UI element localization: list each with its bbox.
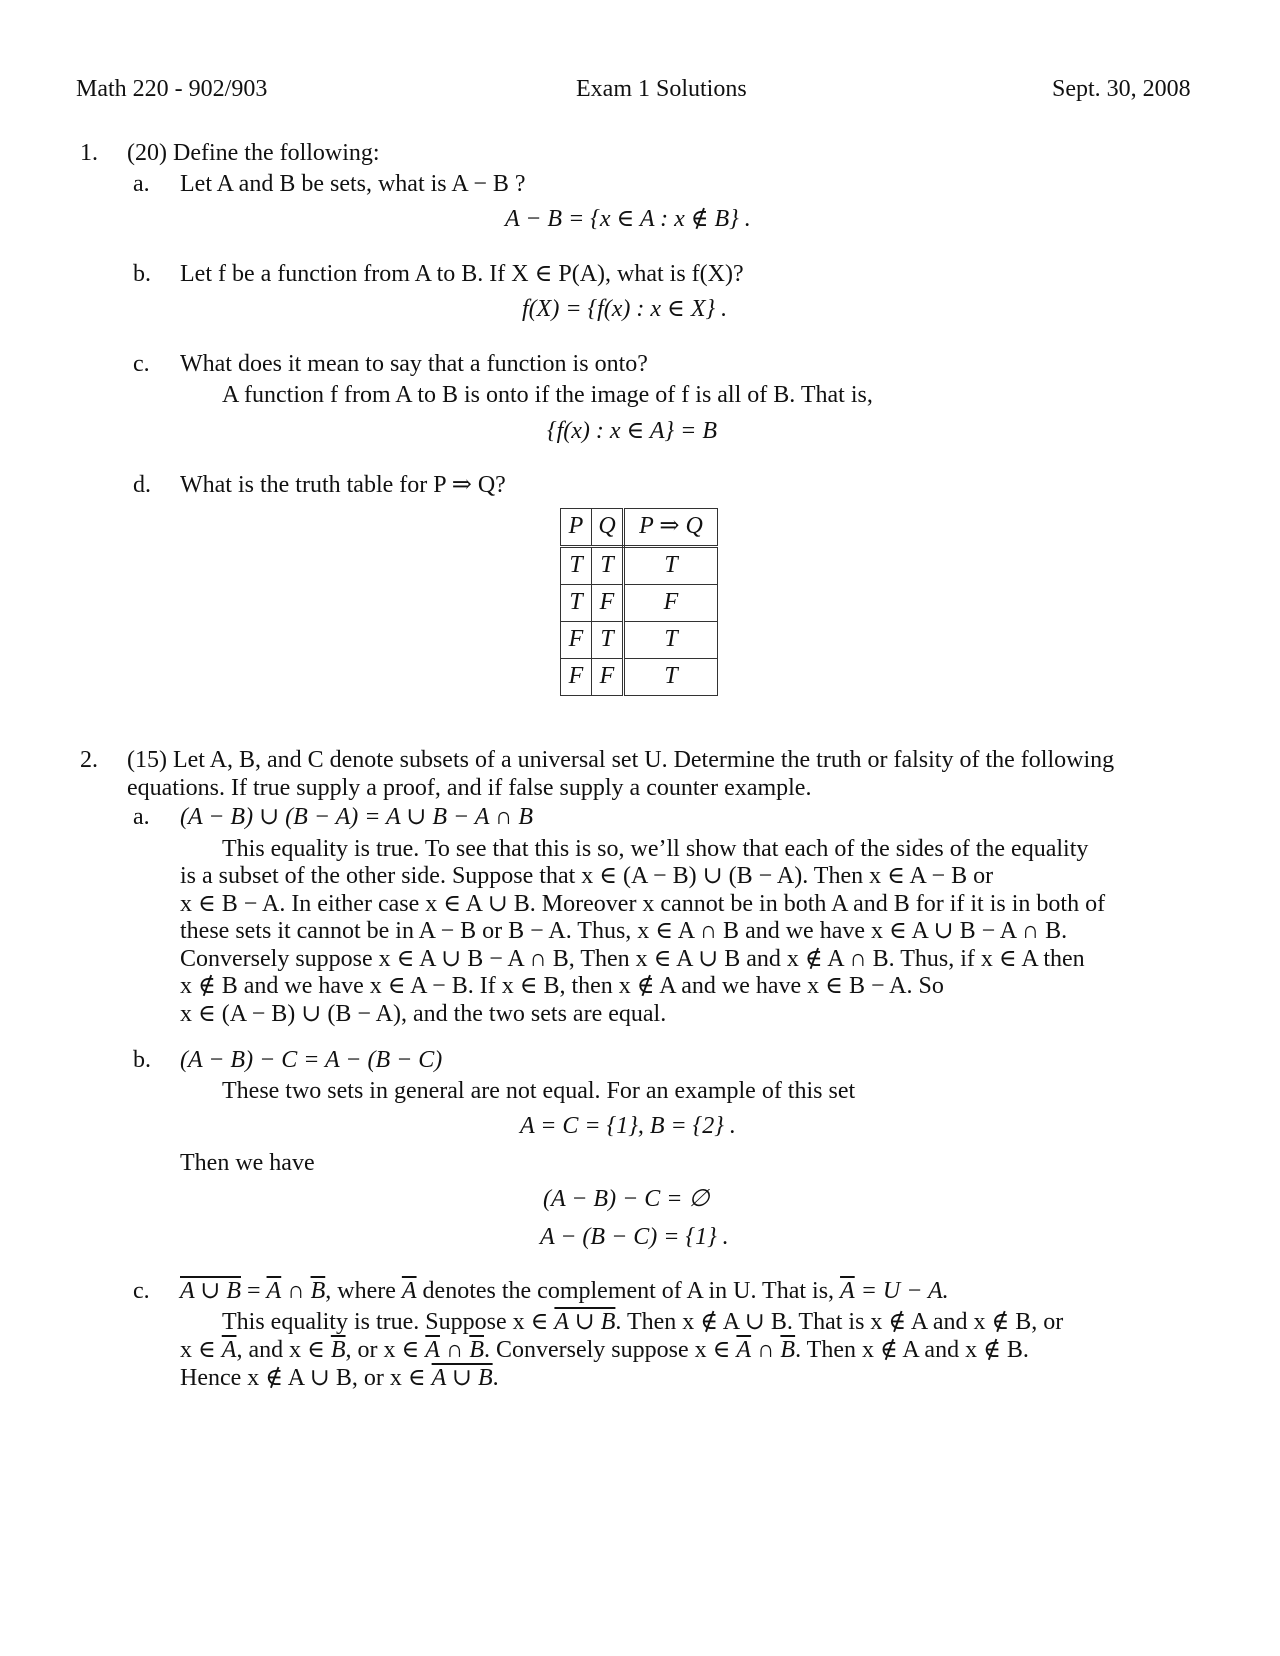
cap-symbol: ∩ (445, 1337, 464, 1363)
truth-table-row (561, 622, 718, 659)
line3-start: Hence x ∉ A ∪ B, or x ∈ (180, 1365, 426, 1391)
problem1c-answer-line1: A function f from A to B is onto if the image of f is all of B. That is, (222, 382, 873, 408)
truth-table-row (561, 585, 718, 622)
line1-mid: . Then x ∉ A ∪ B. That is x ∉ A and x ∉ B, or (615, 1309, 1064, 1335)
problem1b-question: Let f be a function from A to B. If X ∈ P(A), what is f(X)? (180, 261, 744, 287)
problem2b-label: b. (133, 1047, 151, 1073)
truth-table-cell: T (592, 547, 624, 585)
problem2c-line3 (180, 1365, 499, 1393)
complement-b: $\overline{B}$ (310, 1278, 326, 1304)
complement-a: $\overline{A}$ (425, 1337, 440, 1363)
problem1b-label: b. (133, 261, 151, 287)
problem2b-example: A = C = {1}, B = {2} . (520, 1113, 736, 1139)
truth-table-cell: T (561, 585, 592, 622)
equation-tail: , where (325, 1278, 396, 1304)
problem1d-label: d. (133, 472, 151, 498)
complement-a: $\overline{A}$ (401, 1278, 417, 1304)
line2-start: x ∈ (180, 1337, 216, 1363)
problem2-intro-line2: equations. If true supply a proof, and if false supply a counter example. (127, 775, 812, 801)
period: . (492, 1365, 499, 1391)
problem2-number: 2. (80, 747, 98, 773)
line2-a: , and x ∈ (236, 1337, 325, 1363)
truth-table-cell: F (561, 622, 592, 659)
header-title: Exam 1 Solutions (576, 76, 747, 102)
problem1d-question: What is the truth table for P ⇒ Q? (180, 472, 506, 498)
problem2c-label: c. (133, 1278, 150, 1304)
complement-a-union-b: A ∪ B (180, 1278, 241, 1304)
line1-start: This equality is true. Suppose x ∈ (222, 1309, 549, 1335)
problem2b-line1: These two sets in general are not equal. For an example of this set (222, 1078, 856, 1104)
problem1c-label: c. (133, 351, 150, 377)
problem1c-question: What does it mean to say that a function is onto? (180, 351, 648, 377)
equation-mid: denotes the complement of A in U. That is, (422, 1278, 835, 1304)
truth-table-cell: F (561, 659, 592, 696)
complement-b: $\overline{B}$ (780, 1337, 796, 1363)
truth-table-header (561, 509, 718, 547)
problem2c-line2 (180, 1337, 1029, 1365)
problem2a-line: x ∉ B and we have x ∈ A − B. If x ∈ B, then x ∉ A and we have x ∈ B − A. So (180, 973, 944, 999)
complement-b: $\overline{B}$ (330, 1337, 346, 1363)
problem1-intro: (20) Define the following: (127, 140, 380, 166)
truth-table-header-cell: Q (592, 509, 624, 547)
problem2b-result1: (A − B) − C = ∅ (543, 1186, 710, 1212)
truth-table-cell: T (624, 659, 718, 696)
truth-table-cell: T (561, 547, 592, 585)
complement-b: $\overline{B}$ (469, 1337, 484, 1363)
truth-table-cell: F (592, 585, 624, 622)
problem2b-then: Then we have (180, 1150, 315, 1176)
problem2b-equation: (A − B) − C = A − (B − C) (180, 1047, 443, 1073)
truth-table-header-cell: P (561, 509, 592, 547)
problem2c-line1 (222, 1309, 1063, 1337)
truth-table-row (561, 659, 718, 696)
complement-a-union-b: A ∪ B (554, 1309, 616, 1335)
complement-a: $\overline{A}$ (840, 1278, 855, 1304)
problem2a-label: a. (133, 804, 150, 830)
truth-table-cell: T (592, 622, 624, 659)
problem1c-answer-line2: {f(x) : x ∈ A} = B (547, 418, 717, 444)
line2-end: . Then x ∉ A and x ∉ B. (795, 1337, 1029, 1363)
problem1b-answer: f(X) = {f(x) : x ∈ X} . (522, 296, 728, 322)
cap-symbol: ∩ (757, 1337, 775, 1363)
problem1a-label: a. (133, 171, 150, 197)
cap-symbol: ∩ (287, 1278, 305, 1304)
equals-sign: = (247, 1278, 261, 1304)
complement-a: $\overline{A}$ (221, 1337, 237, 1363)
truth-table-cell: F (624, 585, 718, 622)
problem2a-equation: (A − B) ∪ (B − A) = A ∪ B − A ∩ B (180, 804, 533, 830)
complement-a: $\overline{A}$ (266, 1278, 282, 1304)
problem2a-line: is a subset of the other side. Suppose that x ∈ (A − B) ∪ (B − A). Then x ∈ A − B or (180, 863, 994, 889)
truth-table-row (561, 547, 718, 585)
header-date: Sept. 30, 2008 (1052, 76, 1191, 102)
problem1a-question: Let A and B be sets, what is A − B ? (180, 171, 526, 197)
problem2b-result2: A − (B − C) = {1} . (540, 1224, 729, 1250)
problem2a-line: This equality is true. To see that this is so, we’ll show that each of the sides of the equality (222, 836, 1089, 862)
problem1-number: 1. (80, 140, 98, 166)
equation-end: = U − A. (860, 1278, 949, 1304)
problem2c-equation (180, 1278, 949, 1306)
problem1a-answer: A − B = {x ∈ A : x ∉ B} . (505, 206, 751, 232)
truth-table (560, 508, 718, 696)
truth-table-cell: T (624, 547, 718, 585)
header-course: Math 220 - 902/903 (76, 76, 268, 102)
problem2a-line: Conversely suppose x ∈ A ∪ B − A ∩ B, Then x ∈ A ∪ B and x ∉ A ∩ B. Thus, if x ∈ A then (180, 946, 1085, 972)
problem2a-line: x ∈ (A − B) ∪ (B − A), and the two sets are equal. (180, 1001, 667, 1027)
problem2a-line: x ∈ B − A. In either case x ∈ A ∪ B. Moreover x cannot be in both A and B for if it is in both of (180, 891, 1106, 917)
truth-table-header-cell: P ⇒ Q (624, 509, 718, 547)
problem2-intro-line1: (15) Let A, B, and C denote subsets of a universal set U. Determine the truth or falsity of the following (127, 747, 1115, 773)
truth-table-cell: F (592, 659, 624, 696)
line2-c: . Conversely suppose x ∈ (483, 1337, 731, 1363)
complement-a: $\overline{A}$ (736, 1337, 752, 1363)
truth-table-cell: T (624, 622, 718, 659)
problem2a-line: these sets it cannot be in A − B or B − A. Thus, x ∈ A ∩ B and we have x ∈ A ∪ B − A ∩ B. (180, 918, 1068, 944)
complement-a-union-b: A ∪ B (431, 1365, 493, 1391)
line2-b: , or x ∈ (345, 1337, 420, 1363)
